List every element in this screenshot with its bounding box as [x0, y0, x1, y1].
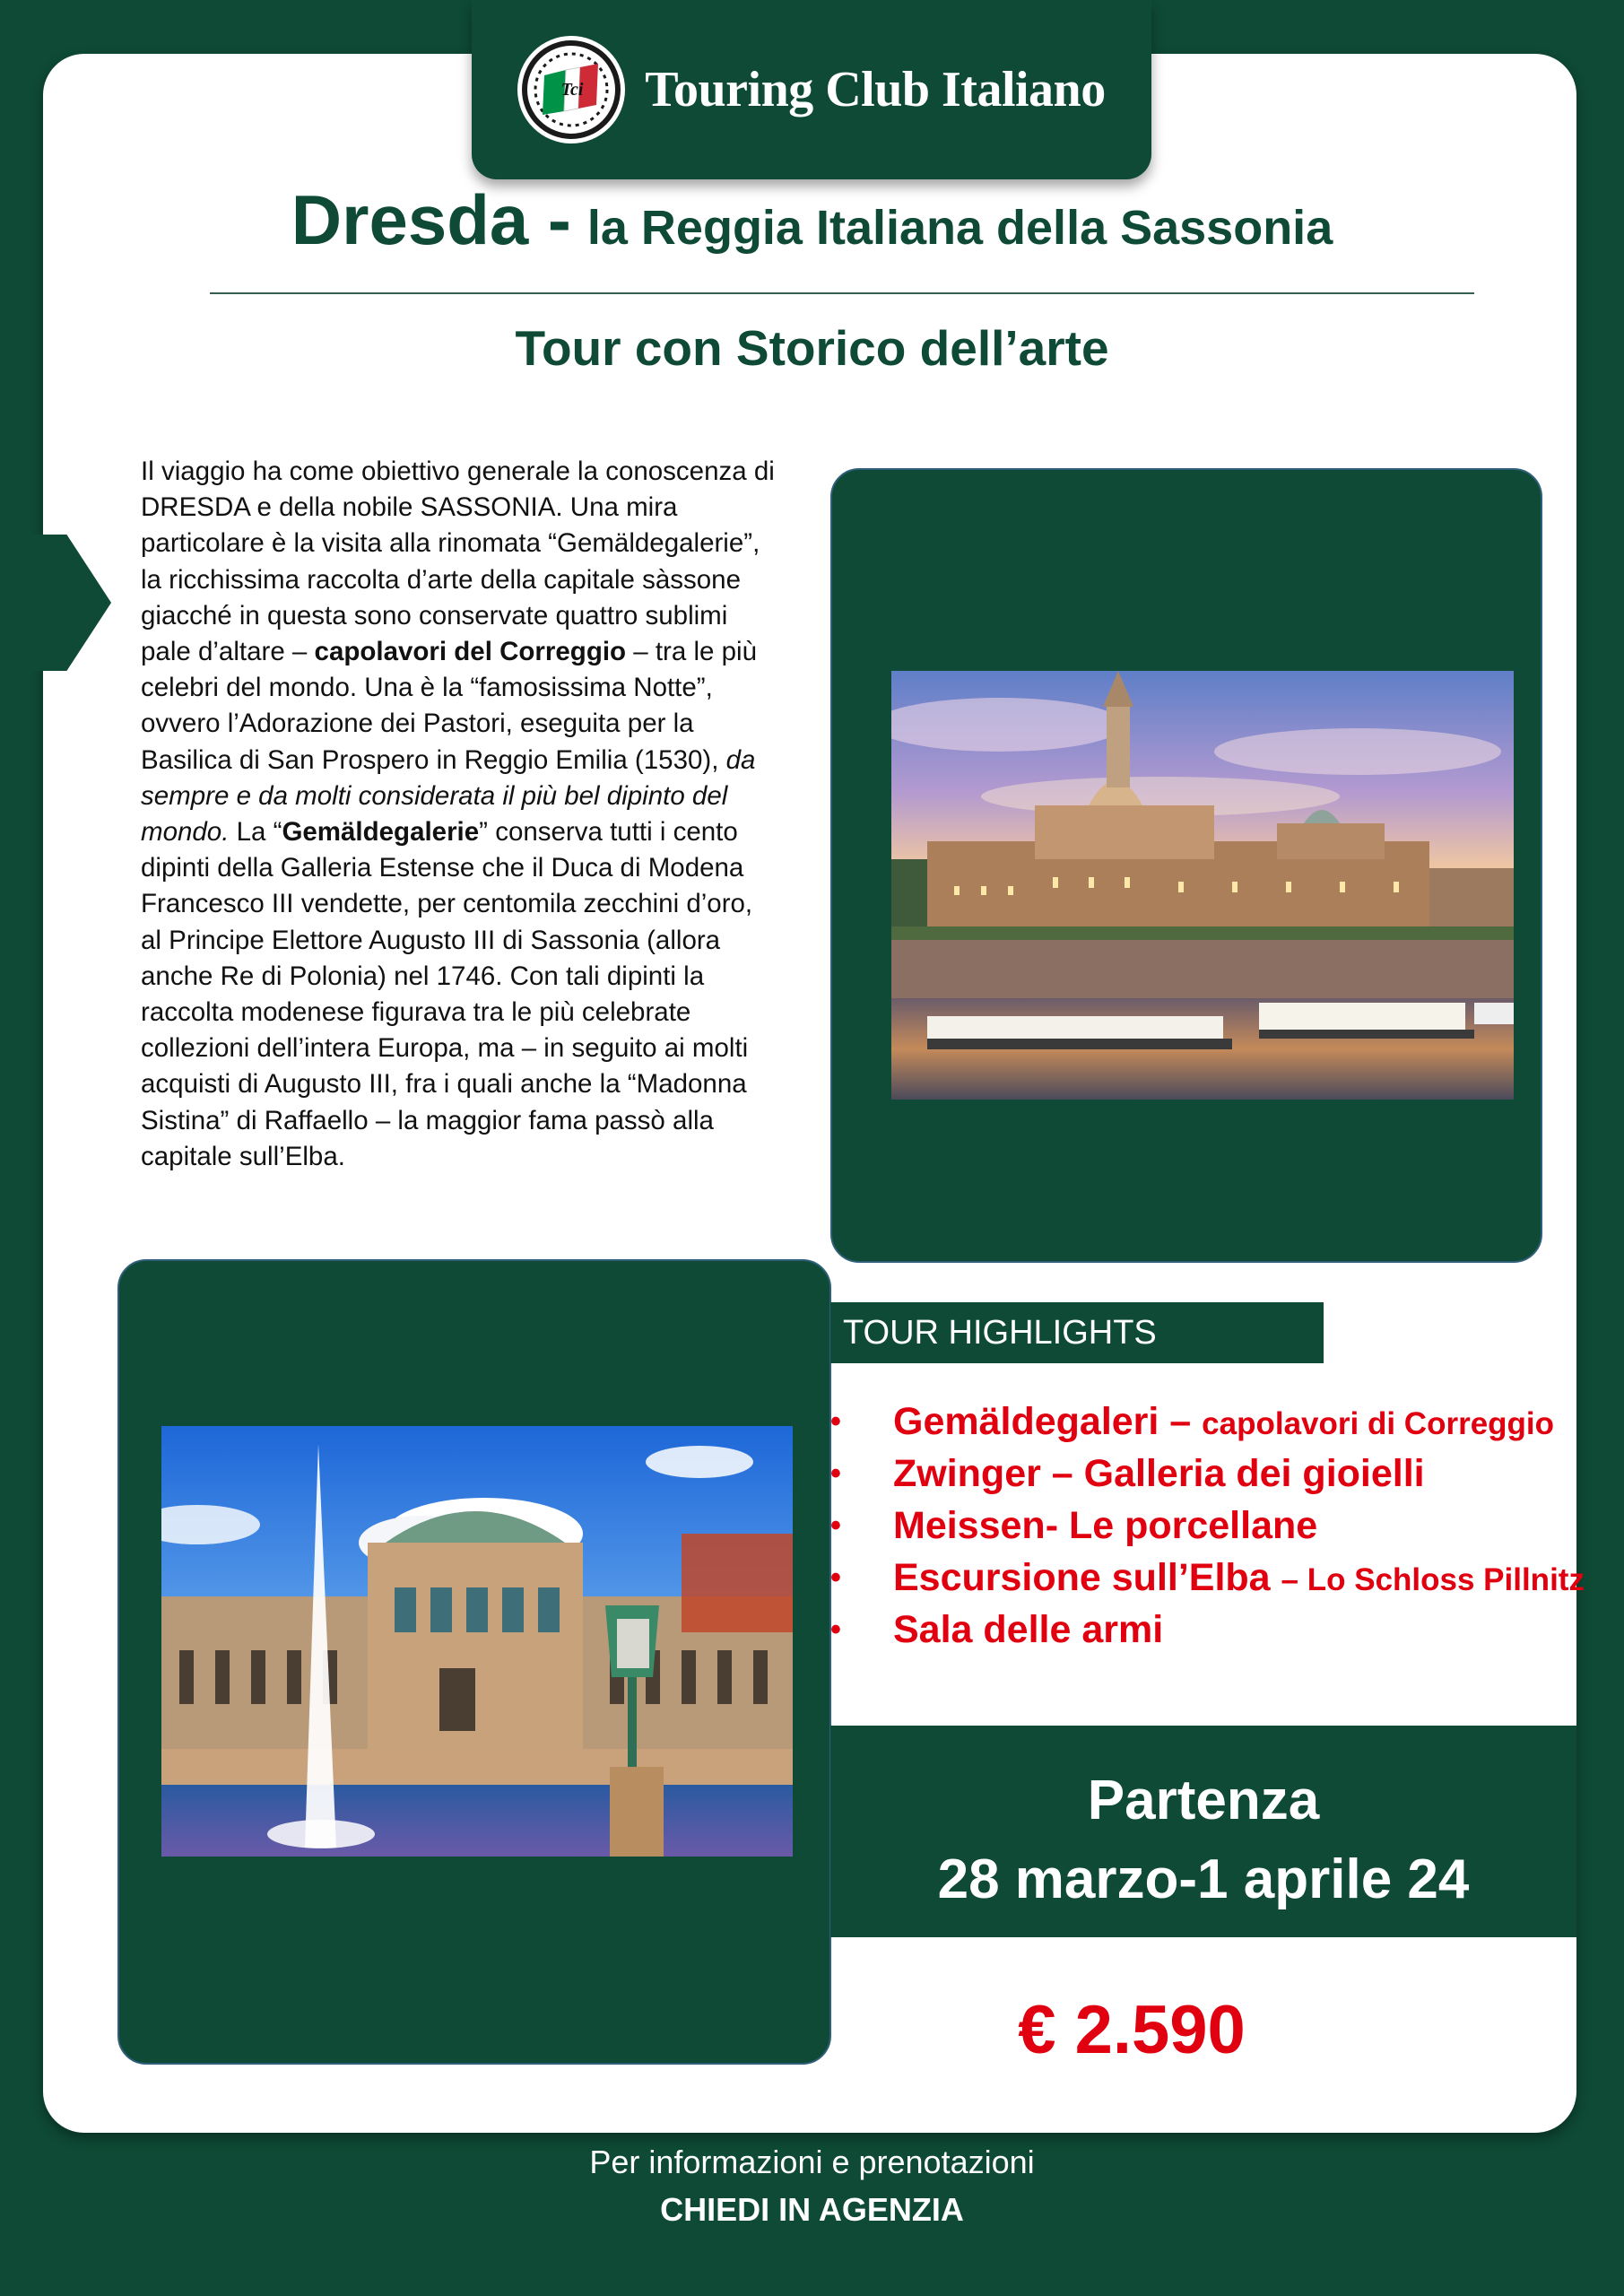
highlight-main: Gemäldegaleri –	[893, 1400, 1203, 1443]
intro-text-3: La “	[229, 817, 282, 848]
highlight-item	[830, 1552, 1585, 1604]
bullet-icon: •	[830, 1509, 841, 1543]
dresden-skyline-photo	[891, 671, 1514, 1100]
header-banner	[472, 0, 1151, 179]
page-subtitle: Tour con Storico dell’arte	[515, 320, 1109, 376]
intro-text-1: Il viaggio ha come obiettivo generale la conoscenza di DRESDA e della nobile SASSONIA. Una mira particolare è la visita alla rinomata “Gemäldegalerie”, la ricchissima raccolta d’arte della capitale sàssone giacché in questa sono conservate quattro sublimi pale d’altare –	[141, 457, 775, 667]
highlight-item	[830, 1500, 1575, 1552]
footer-cta: CHIEDI IN AGENZIA	[660, 2191, 964, 2228]
tour-highlights-heading: TOUR HIGHLIGHTS	[830, 1302, 1324, 1363]
intro-bold-gemaldegalerie: Gemäldegalerie	[282, 817, 480, 848]
departure-label: Partenza	[1087, 1770, 1320, 1831]
highlight-minor: – Lo Schloss Pillnitz	[1281, 1562, 1585, 1597]
intro-paragraph	[141, 454, 777, 1175]
title-sub: la Reggia Italiana della Sassonia	[586, 201, 1333, 255]
zwinger-photo	[161, 1426, 793, 1857]
highlight-main: Zwinger – Galleria dei gioielli	[893, 1452, 1425, 1495]
highlight-item	[830, 1396, 1575, 1448]
highlights-list	[830, 1396, 1585, 1656]
tci-logo-text: Tci	[560, 80, 584, 100]
footer	[0, 2138, 1624, 2233]
highlight-item	[830, 1448, 1575, 1500]
bullet-icon: •	[830, 1457, 841, 1491]
highlight-main: Meissen- Le porcellane	[893, 1504, 1318, 1547]
highlight-item	[830, 1604, 1575, 1656]
bullet-icon: •	[830, 1405, 841, 1439]
bullet-icon: •	[830, 1561, 841, 1595]
tour-price: € 2.590	[1018, 1992, 1246, 2068]
title-main: Dresda -	[291, 180, 571, 259]
departure-band	[830, 1726, 1576, 1937]
intro-text-2: – tra le più celebri del mondo. Una è la “famosissima Notte”, ovvero l’Adorazione dei Pastori, eseguita per la Basilica di San Prospero in Reggio Emilia (1530),	[141, 637, 758, 775]
highlight-main: Escursione sull’Elba	[893, 1556, 1281, 1599]
highlight-minor: capolavori di Correggio	[1202, 1406, 1555, 1441]
intro-text-4: ” conserva tutti i cento dipinti della Galleria Estense che il Duca di Modena Francesco III vendette, per centomila zecchini d’oro, al Principe Elettore Augusto III di Sassonia (allora anche Re di Polonia) nel 1746. Con tali dipinti la raccolta modenese figurava tra le più celebrate collezioni dell’intera Europa, ma – in seguito ai molti acquisti di Augusto III, fra i quali anche la “Madonna Sistina” di Raffaello – la maggior fama passò alla capitale sull’Elba.	[141, 817, 753, 1171]
departure-dates: 28 marzo-1 aprile 24	[937, 1848, 1470, 1910]
footer-info: Per informazioni e prenotazioni	[589, 2144, 1035, 2180]
page-title	[0, 179, 1624, 261]
intro-italic: da sempre e da molti considerata il più bel dipinto del mondo.	[141, 744, 756, 848]
bullet-icon: •	[830, 1613, 841, 1647]
tci-logo-emblem	[521, 39, 621, 140]
brand-name: Touring Club Italiano	[645, 62, 1106, 117]
tci-logo	[517, 36, 625, 144]
intro-bold-correggio: capolavori del Correggio	[314, 637, 627, 667]
title-divider	[210, 292, 1474, 294]
highlight-main: Sala delle armi	[893, 1608, 1164, 1651]
